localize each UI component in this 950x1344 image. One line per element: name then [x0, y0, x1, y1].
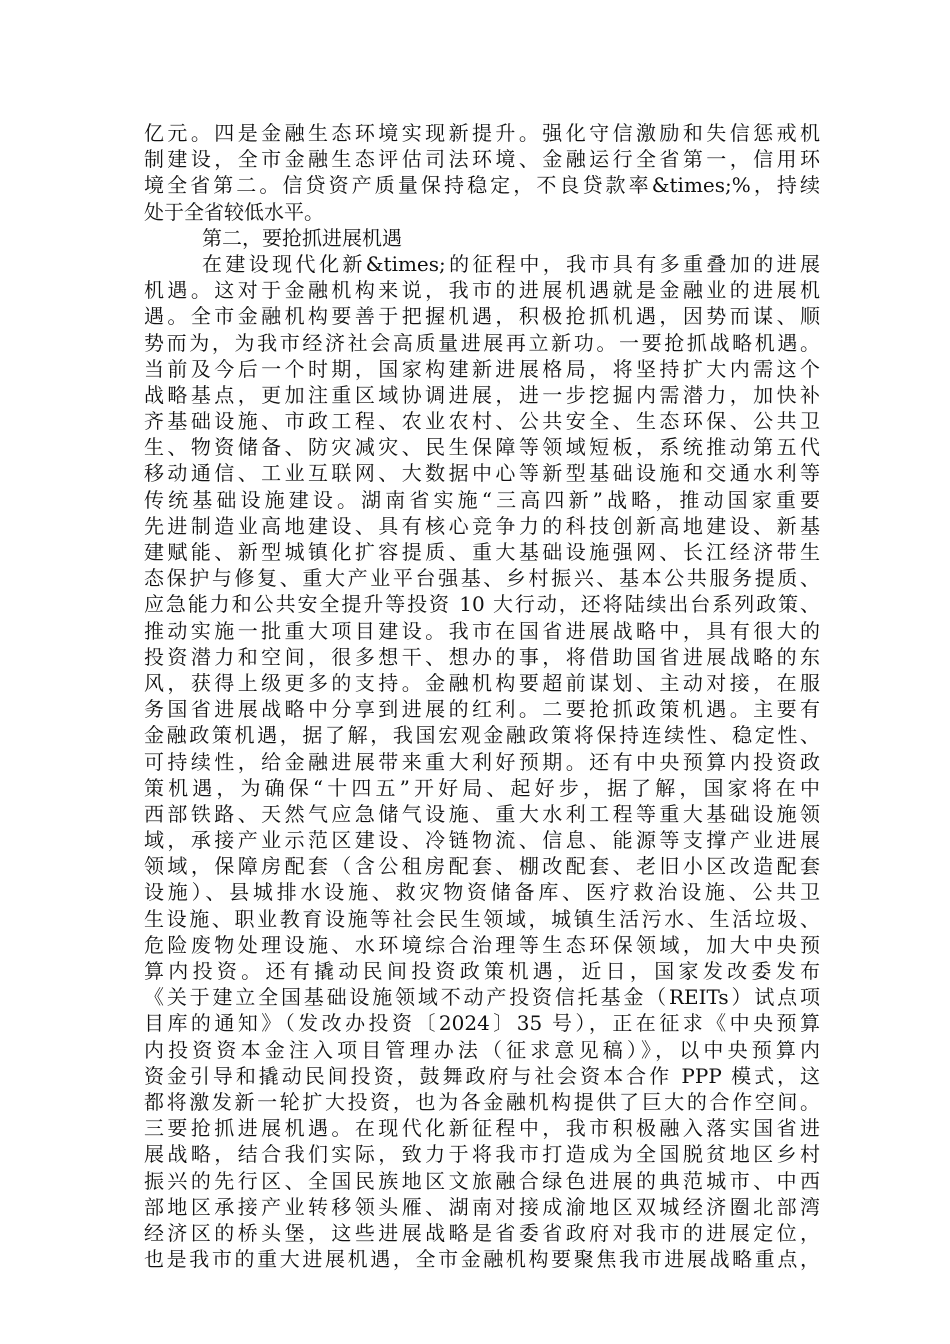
text-line: 生设施、职业教育设施等社会民生领域，城镇生活污水、生活垃圾、: [144, 906, 820, 931]
text-line: 生、物资储备、防灾减灾、民生保障等领域短板，系统推动第五代: [144, 435, 820, 460]
text-line: 推动实施一批重大项目建设。我市在国省进展战略中，具有很大的: [144, 618, 820, 643]
text-line: 部地区承接产业转移领头雁、湖南对接成渝地区双城经济圈北部湾: [144, 1194, 820, 1219]
text-line: 域，承接产业示范区建设、冷链物流、信息、能源等支撑产业进展: [144, 828, 820, 853]
text-line: 领域，保障房配套（含公租房配套、棚改配套、老旧小区改造配套: [144, 854, 820, 879]
section-heading: 第二，要抢抓进展机遇: [202, 225, 402, 250]
text-line: 先进制造业高地建设、具有核心竞争力的科技创新高地建设、新基: [144, 513, 820, 538]
text-line: 可持续性，给金融进展带来重大利好预期。还有中央预算内投资政: [144, 749, 820, 774]
text-line: 经济区的桥头堡，这些进展战略是省委省政府对我市的进展定位，: [144, 1220, 820, 1245]
text-line: 势而为，为我市经济社会高质量进展再立新功。一要抢抓战略机遇。: [144, 330, 820, 355]
text-line: 亿元。四是金融生态环境实现新提升。强化守信激励和失信惩戒机: [144, 121, 820, 145]
text-line: 制建设，全市金融生态评估司法环境、金融运行全省第一，信用环: [144, 147, 820, 172]
text-line: 态保护与修复、重大产业平台强基、乡村振兴、基本公共服务提质、: [144, 566, 820, 591]
text-line: 都将激发新一轮扩大投资，也为各金融机构提供了巨大的合作空间。: [144, 1089, 820, 1114]
text-line: 资金引导和撬动民间投资，鼓舞政府与社会资本合作 PPP 模式，这: [144, 1063, 820, 1088]
text-line: 风，获得上级更多的支持。金融机构要超前谋划、主动对接，在服: [144, 670, 820, 695]
document-body: [144, 120, 820, 1272]
text-line: 机遇。这对于金融机构来说，我市的进展机遇就是金融业的进展机: [144, 278, 820, 303]
text-line: 境全省第二。信贷资产质量保持稳定，不良贷款率&times;%，持续: [144, 173, 820, 198]
text-line: 《关于建立全国基础设施领域不动产投资信托基金（REITs）试点项: [144, 985, 820, 1010]
text-line: 危险废物处理设施、水环境综合治理等生态环保领域，加大中央预: [144, 932, 820, 957]
text-line: 策机遇，为确保“十四五”开好局、起好步，据了解，国家将在中: [144, 775, 820, 800]
text-line: 处于全省较低水平。: [144, 199, 324, 224]
text-line: 算内投资。还有撬动民间投资政策机遇，近日，国家发改委发布: [144, 959, 820, 983]
text-line: 三要抢抓进展机遇。在现代化新征程中，我市积极融入落实国省进: [144, 1116, 820, 1141]
text-line: 振兴的先行区、全国民族地区文旅融合绿色进展的典范城市、中西: [144, 1168, 820, 1193]
text-line: 内投资资本金注入项目管理办法（征求意见稿）》，以中央预算内: [144, 1037, 820, 1062]
text-line: 投资潜力和空间，很多想干、想办的事，将借助国省进展战略的东: [144, 644, 820, 669]
text-line: 应急能力和公共安全提升等投资 10 大行动，还将陆续出台系列政策、: [144, 592, 820, 617]
text-line: 当前及今后一个时期，国家构建新进展格局，将坚持扩大内需这个: [144, 356, 820, 381]
text-line: 也是我市的重大进展机遇，全市金融机构要聚焦我市进展战略重点，: [144, 1247, 820, 1272]
text-line: 齐基础设施、市政工程、农业农村、公共安全、生态环保、公共卫: [144, 409, 820, 434]
text-line: 建赋能、新型城镇化扩容提质、重大基础设施强网、长江经济带生: [144, 540, 820, 564]
text-line: 目库的通知》（发改办投资〔2024〕35 号），正在征求《中央预算: [144, 1011, 820, 1036]
text-line: 务国省进展战略中分享到进展的红利。二要抢抓政策机遇。主要有: [144, 697, 820, 722]
text-line: 西部铁路、天然气应急储气设施、重大水利工程等重大基础设施领: [144, 801, 820, 826]
text-line: 遇。全市金融机构要善于把握机遇，积极抢抓机遇，因势而谋、顺: [144, 304, 820, 329]
text-line: 传统基础设施建设。湖南省实施“三高四新”战略，推动国家重要: [144, 487, 820, 512]
text-line: 金融政策机遇，据了解，我国宏观金融政策将保持连续性、稳定性、: [144, 723, 820, 748]
text-line: 战略基点，更加注重区域协调进展，进一步挖掘内需潜力，加快补: [144, 382, 820, 407]
text-line: 移动通信、工业互联网、大数据中心等新型基础设施和交通水利等: [144, 461, 820, 486]
text-line: 展战略，结合我们实际，致力于将我市打造成为全国脱贫地区乡村: [144, 1142, 820, 1167]
text-line: 设施）、县城排水设施、救灾物资储备库、医疗救治设施、公共卫: [144, 880, 820, 905]
text-line: 在建设现代化新&times;的征程中，我市具有多重叠加的进展: [202, 251, 820, 276]
